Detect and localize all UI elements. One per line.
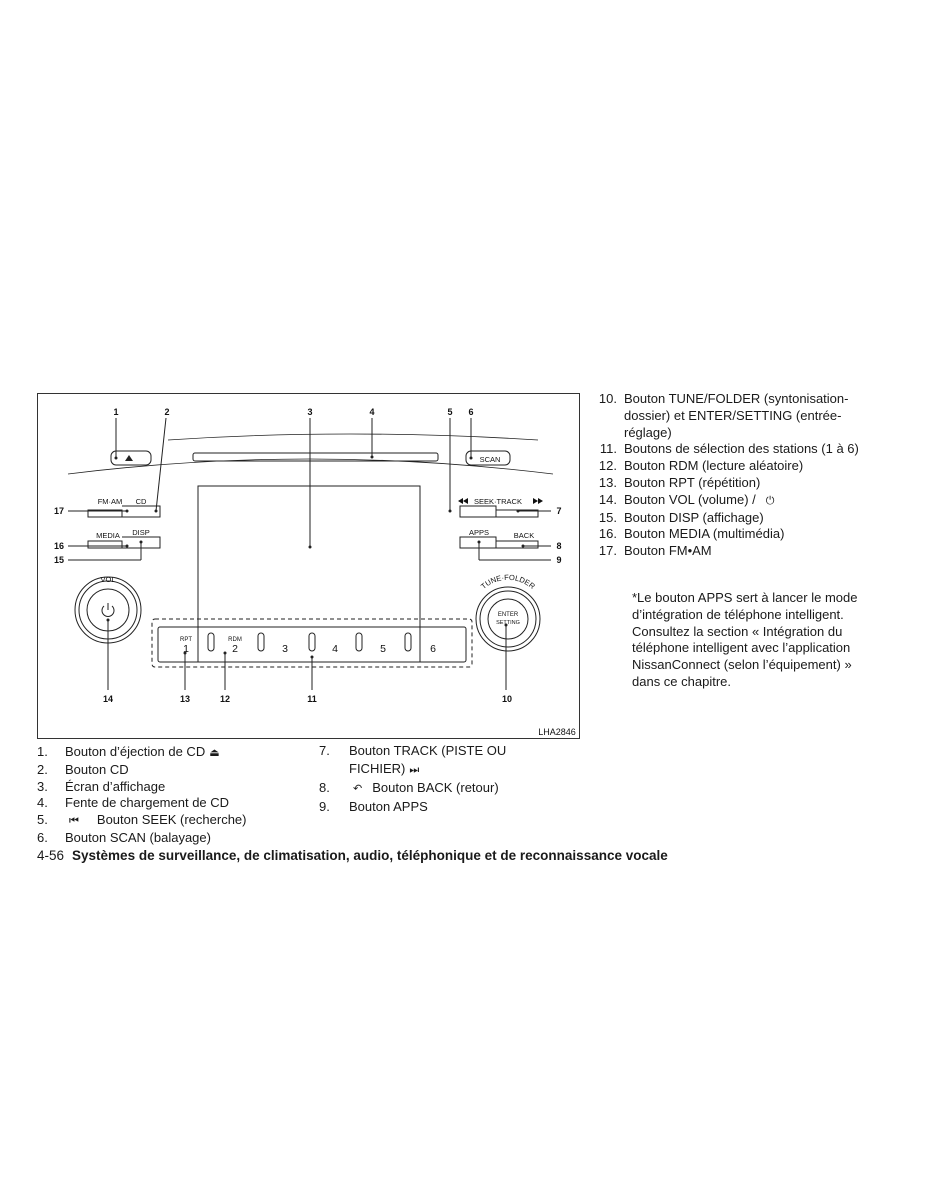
list-item: 1. Bouton d’éjection de CD ⏏ <box>37 744 297 762</box>
scan-label: SCAN <box>479 455 501 464</box>
radio-diagram <box>37 393 580 739</box>
enter-label: ENTER <box>497 612 519 618</box>
list-item: 17. Bouton FM•AM <box>598 543 712 559</box>
callout-9: 9 <box>556 555 562 565</box>
radio-illustration <box>38 394 581 740</box>
callout-7: 7 <box>556 506 562 516</box>
preset-6: 6 <box>430 643 436 655</box>
callout-6: 6 <box>468 407 474 417</box>
list-item: 15. Bouton DISP (affichage) <box>598 509 764 525</box>
callout-2: 2 <box>164 407 170 417</box>
rpt-label: RPT <box>180 637 192 643</box>
media-label: MEDIA <box>96 531 120 540</box>
eject-icon: ⏏ <box>209 747 220 759</box>
preset-1: 1 <box>183 643 189 655</box>
page-footer <box>37 848 897 863</box>
disp-label: DISP <box>132 528 150 537</box>
list-item: 5. ⏮ Bouton SEEK (recherche) <box>37 812 297 830</box>
back-arrow-icon: ↶ <box>353 783 363 795</box>
list-item: 13. Bouton RPT (répétition) <box>598 474 761 490</box>
callout-11: 11 <box>307 694 317 704</box>
apps-note: *Le bouton APPS sert à lancer le mode d’intégration de téléphone intelligent. Consultez la section « Intégration du téléphone intelligent avec l’application NissanConnect (selon l’équipement) » dans ce chapitre. <box>632 590 858 689</box>
power-icon <box>102 603 114 616</box>
list-item: 14. Bouton VOL (volume) / ⏻ <box>594 492 869 510</box>
list-item: 3. Écran d’affichage <box>37 778 166 794</box>
list-item: 7. Bouton TRACK (PISTE OU FICHIER) ⏭ <box>319 742 569 779</box>
callout-12: 12 <box>219 694 231 704</box>
chapter-title: Systèmes de surveillance, de climatisation, audio, téléphonique et de reconnaissance vocale <box>72 848 668 863</box>
seek-back-icon: ⏮ <box>69 815 79 828</box>
callout-14: 14 <box>102 694 114 704</box>
eject-icon <box>125 455 133 461</box>
list-item: 10. Bouton TUNE/FOLDER (syntonisation-dossier) et ENTER/SETTING (entrée-réglage) <box>598 391 849 440</box>
preset-5: 5 <box>380 643 386 655</box>
callout-5: 5 <box>447 407 453 417</box>
list-item: 16. Bouton MEDIA (multimédia) <box>598 526 785 542</box>
back-label: BACK <box>513 531 535 540</box>
list-item: 8. ↶ Bouton BACK (retour) <box>319 779 569 798</box>
preset-3: 3 <box>282 643 288 655</box>
callout-16: 16 <box>53 541 65 551</box>
callout-15: 15 <box>53 555 65 565</box>
seek-track-label: SEEK·TRACK <box>474 497 522 506</box>
page-number: 4-56 <box>37 848 65 863</box>
callout-3: 3 <box>307 407 313 417</box>
cd-label: CD <box>135 497 147 506</box>
fm-am-label: FM·AM <box>97 497 123 506</box>
rdm-label: RDM <box>228 637 242 643</box>
track-forward-icon <box>538 498 543 504</box>
callout-17: 17 <box>53 506 65 516</box>
list-item: 2. Bouton CD <box>37 761 129 777</box>
list-item: 9. Bouton APPS <box>319 799 428 814</box>
power-icon: ⏻ <box>765 494 775 507</box>
apps-label: APPS <box>468 528 490 537</box>
seek-back-icon <box>458 498 463 504</box>
callout-10: 10 <box>501 694 513 704</box>
callout-1: 1 <box>113 407 119 417</box>
callout-8: 8 <box>556 541 562 551</box>
legend-right <box>594 391 869 560</box>
list-item: 6. Bouton SCAN (balayage) <box>37 829 211 845</box>
code-label: LHA2846 <box>538 727 576 737</box>
list-item: 12. Bouton RDM (lecture aléatoire) <box>598 458 804 474</box>
callout-4: 4 <box>369 407 375 417</box>
legend-mid <box>319 742 569 816</box>
callout-13: 13 <box>179 694 191 704</box>
tune-folder-label: TUNE·FOLDER <box>479 572 537 591</box>
track-forward-icon: ⏭ <box>409 764 420 776</box>
list-item: 11. Boutons de sélection des stations (1 à 6) <box>599 441 859 457</box>
setting-label: SETTING <box>496 620 520 626</box>
legend-left <box>37 744 297 847</box>
vol-label: VOL <box>100 575 116 584</box>
preset-2: 2 <box>232 643 238 655</box>
preset-4: 4 <box>332 643 338 655</box>
list-item: 4. Fente de chargement de CD <box>37 795 230 811</box>
